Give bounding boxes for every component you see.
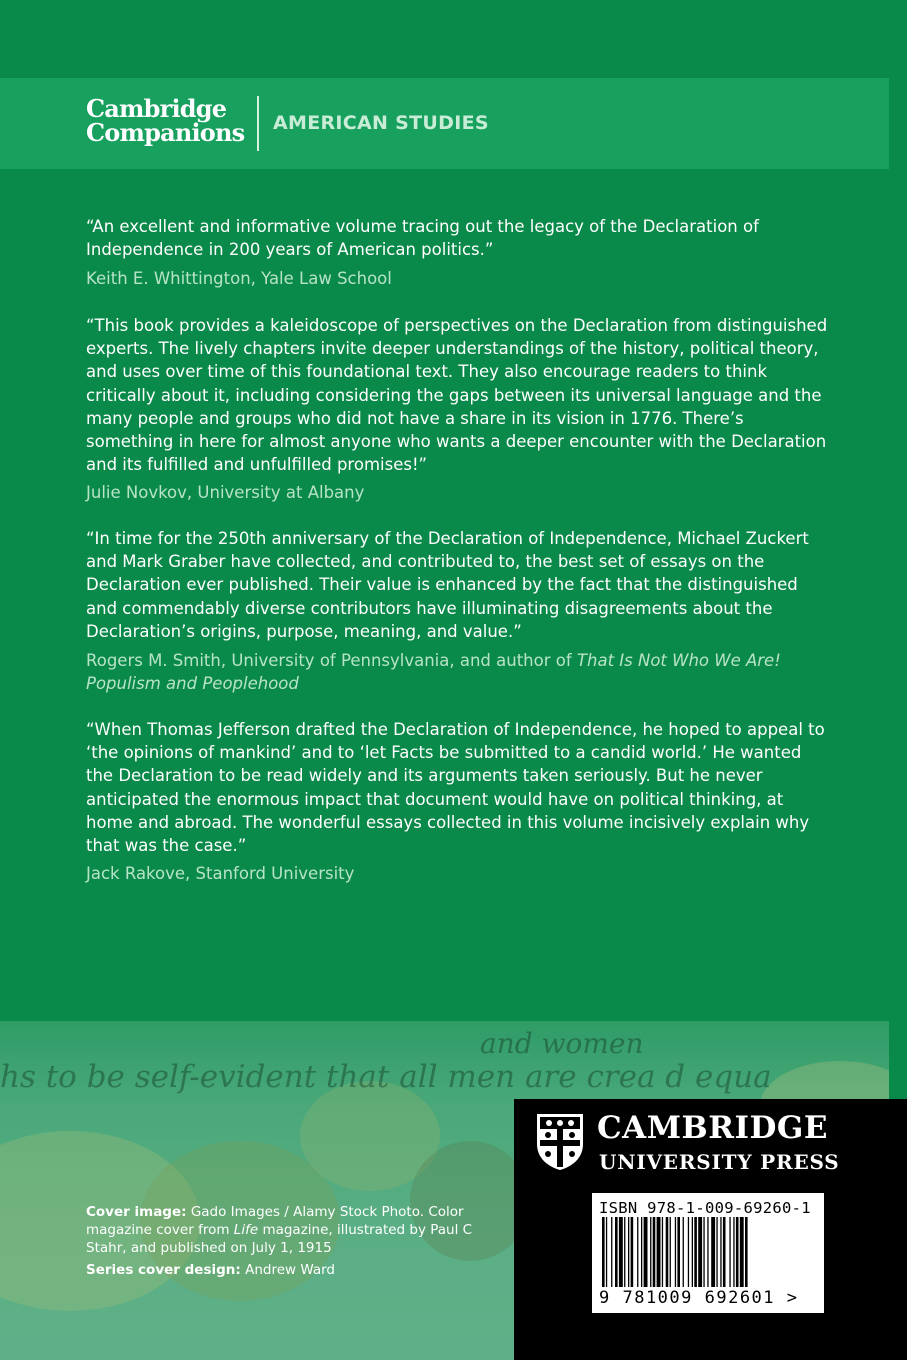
barcode-bar xyxy=(611,1217,612,1287)
barcode-bar xyxy=(703,1217,704,1287)
barcode-bar xyxy=(615,1217,618,1287)
barcode-bar xyxy=(729,1217,730,1287)
barcode-bar xyxy=(683,1217,684,1287)
barcode-bar xyxy=(723,1217,726,1287)
publisher-name: CAMBRIDGE xyxy=(597,1110,828,1146)
barcode-bar xyxy=(606,1217,607,1287)
series-design-label: Series cover design: xyxy=(86,1262,241,1278)
cover-image-magazine: Life xyxy=(233,1222,259,1238)
quote-attribution-3 xyxy=(86,649,831,695)
barcode-bar xyxy=(733,1217,734,1287)
cover-script-line2: hs to be self-evident that all men are crea d equa xyxy=(0,1059,772,1095)
barcode-bar xyxy=(650,1217,651,1287)
quote-attribution-2: Julie Novkov, University at Albany xyxy=(86,483,365,502)
barcode-bar xyxy=(745,1217,748,1287)
barcode-bar xyxy=(736,1217,739,1287)
cover-image-text-b: magazine, illustrated by Paul C Stahr, and published on July 1, 1915 xyxy=(86,1222,473,1256)
barcode-bar xyxy=(637,1217,638,1287)
barcode-bar xyxy=(662,1217,663,1287)
barcode-bar xyxy=(624,1217,625,1287)
barcode-bar xyxy=(688,1217,689,1287)
barcode-bar xyxy=(619,1217,623,1287)
logo-divider xyxy=(257,96,259,151)
barcode-bar xyxy=(694,1217,697,1287)
publisher-subtitle: UNIVERSITY PRESS xyxy=(599,1150,840,1174)
series-title: AMERICAN STUDIES xyxy=(273,112,489,134)
quote-text-4: “When Thomas Jefferson drafted the Declaration of Independence, he hoped to appeal to ‘the opinions of mankind’ and to ‘let Facts be submitted to a candid world.’ He wanted the Declaration to be read widely and its arguments taken seriously. But he never anticipated the enormous impact that document would have on political thinking, at home and abroad. The wonderful essays collected in this volume incisively explain why that was the case.” xyxy=(86,720,825,856)
series-design-credit xyxy=(86,1261,496,1279)
quote-text-3: “In time for the 250th anniversary of the Declaration of Independence, Michael Zuckert and Mark Graber have collected, and contributed to, the best set of essays on the Declaration ever published. Their value is enhanced by the fact that the distinguished and commendably diverse contributors have illuminating disagreements about the Declaration’s origins, purpose, meaning, and value.” xyxy=(86,529,809,641)
barcode-bar xyxy=(711,1217,715,1287)
barcode-bar xyxy=(670,1217,671,1287)
isbn-text: ISBN 978-1-009-69260-1 xyxy=(599,1199,811,1217)
quote-attribution-4: Jack Rakove, Stanford University xyxy=(86,864,355,883)
barcode-bar xyxy=(692,1217,693,1287)
barcode-bar xyxy=(720,1217,721,1287)
cover-credits xyxy=(86,1203,496,1283)
barcode-bar xyxy=(631,1217,634,1287)
quote-text-2: “This book provides a kaleidoscope of perspectives on the Declaration from distinguished experts. The lively chapters invite deeper understandings of the history, political theory, and uses over time of this foundational text. They also encourage readers to think critically about it, including considering the gaps between its universal language and the many people and groups who did not have a share in its vision in 1776. There’s something in here for almost anyone who wants a deeper encounter with the Declaration and its fulfilled and unfulfilled promises!” xyxy=(86,316,828,475)
barcode-bar xyxy=(628,1217,629,1287)
series-design-name: Andrew Ward xyxy=(245,1262,336,1278)
attribution-3-book-title: That Is Not Who We Are! Populism and Peoplehood xyxy=(86,651,781,693)
barcode-bar xyxy=(740,1217,744,1287)
logo-line2: Companions xyxy=(86,118,245,147)
barcode-bar xyxy=(677,1217,680,1287)
barcode-bar xyxy=(657,1217,661,1287)
quote-attribution-1: Keith E. Whittington, Yale Law School xyxy=(86,269,392,288)
barcode-bar xyxy=(666,1217,669,1287)
attribution-3-author: Rogers M. Smith, University of Pennsylvania, and author of xyxy=(86,651,572,670)
barcode-bar xyxy=(716,1217,717,1287)
logo-line1: Cambridge xyxy=(86,94,227,123)
cambridge-companions-logo xyxy=(86,94,246,147)
barcode-digits: 9 781009 692601 > xyxy=(599,1288,799,1308)
barcode-bar xyxy=(707,1217,708,1287)
barcode-bar xyxy=(641,1217,642,1287)
barcode-bar xyxy=(653,1217,656,1287)
cover-image-credit xyxy=(86,1203,496,1257)
barcode-bar xyxy=(698,1217,702,1287)
barcode-bar xyxy=(602,1217,605,1287)
cover-image-text-a: Gado Images / Alamy Stock Photo. Color magazine cover from xyxy=(86,1204,464,1238)
barcode-bar xyxy=(675,1217,676,1287)
cover-image-label: Cover image: xyxy=(86,1204,187,1220)
barcode-bar xyxy=(644,1217,648,1287)
cover-script-line1: and women xyxy=(480,1027,644,1060)
cambridge-shield-icon xyxy=(535,1112,585,1172)
quote-text-1: “An excellent and informative volume tracing out the legacy of the Declaration of Independence in 200 years of American politics.” xyxy=(86,217,759,260)
